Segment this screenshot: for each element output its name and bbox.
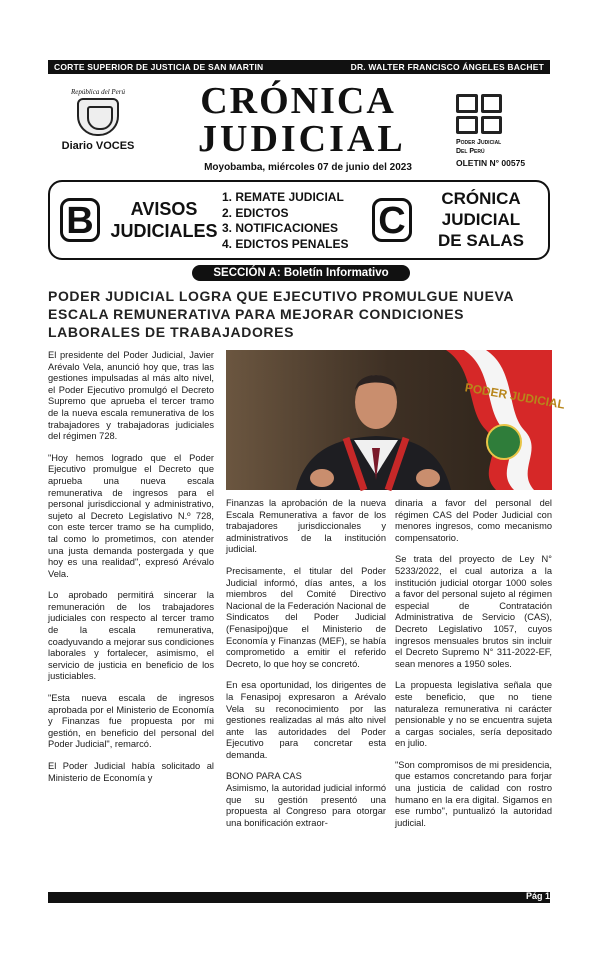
avisos-judiciales-label: AVISOS JUDICIALES bbox=[110, 199, 218, 241]
dateline: Moyobamba, miércoles 07 de junio del 2023 bbox=[204, 162, 412, 173]
letter-b-icon: B bbox=[60, 198, 100, 242]
paragraph: "Esta nueva escala de ingresos aprobada por el Ministerio de Economía y Finanzas fue propuesta por mi gestión, en beneficio del personal del Poder Judicial", remarcó. bbox=[48, 693, 214, 750]
diario-voces-seal bbox=[48, 88, 148, 173]
newspaper-title-line2: JUDICIAL bbox=[198, 118, 406, 160]
director-name: DR. WALTER FRANCISCO ÁNGELES BACHET bbox=[350, 62, 544, 72]
paragraph: Precisamente, el titular del Poder Judicial informó, días antes, a los miembros del Comité Directivo Nacional de la Federación Nacional de Sindicatos del Poder Judicial (Fenasipoj)que el Ministerio de Economía y Finanzas (MEF), se había comprometido a emitir el referido Decreto, lo que hoy se concretó. bbox=[226, 565, 386, 669]
notice-item: 1. REMATE JUDICIAL bbox=[222, 190, 344, 204]
paragraph: El Poder Judicial había solicitado al Ministerio de Economía y bbox=[48, 761, 214, 783]
article-headline: PODER JUDICIAL LOGRA QUE EJECUTIVO PROMULGUE NUEVA ESCALA REMUNERATIVA PARA MEJORAR CONDICIONES LABORALES DE TRABAJADORES bbox=[48, 288, 514, 340]
paragraph: dinaria a favor del personal del régimen CAS del Poder Judicial con menores ingresos, como mecanismo compensatorio. bbox=[395, 498, 552, 543]
paragraph: Lo aprobado permitirá sincerar la remuneración de los trabajadores judiciales con respecto al tercer tramo de la escala remunerativa, coadyuvando a mejorar sus condiciones laborales y fortalecer, asimismo, el servicio de justicia en beneficio de los justiciables. bbox=[48, 590, 214, 682]
masthead bbox=[48, 78, 550, 178]
top-banner bbox=[48, 60, 550, 74]
notice-list bbox=[222, 190, 372, 252]
coat-of-arms-icon bbox=[77, 98, 119, 136]
paragraph: En esa oportunidad, los dirigentes de la Fenasipoj expresaron a Arévalo Vela su reconocimiento por las gestiones realizadas al más alto nivel ante las autoridades del Poder Ejecutivo para concretar esta demanda. bbox=[226, 680, 386, 760]
paragraph: La propuesta legislativa señala que este beneficio, que no tiene naturaleza remunerativa ni carácter pensionable y no se encuentra sujeta a cargas sociales, sería depositado en julio. bbox=[395, 680, 552, 749]
paragraph: El presidente del Poder Judicial, Javier Arévalo Vela, anunció hoy que, tras las gestiones impulsadas al más alto nivel, el Poder Ejecutivo promulgó el Decreto Supremo que aprueba el tercer tramo de la nueva escala remunerativa de los trabajadores y trabajadoras judiciales del régimen 728. bbox=[48, 350, 214, 442]
footer-bar bbox=[48, 892, 550, 903]
flag-text: PODER JUDICIAL bbox=[463, 380, 567, 412]
photo-illustration bbox=[226, 350, 567, 490]
court-name: CORTE SUPERIOR DE JUSTICIA DE SAN MARTIN bbox=[54, 62, 264, 72]
pj-name: Poder Judicial Del Perú bbox=[456, 139, 502, 155]
article-column-1 bbox=[48, 350, 214, 794]
article-photo bbox=[226, 350, 567, 490]
pj-mark-icon bbox=[456, 94, 502, 134]
subheading: BONO PARA CAS bbox=[226, 771, 302, 782]
newspaper-title-line1: CRÓNICA bbox=[200, 80, 396, 122]
notice-item: 2. EDICTOS bbox=[222, 205, 289, 220]
article-column-3 bbox=[395, 498, 552, 839]
poder-judicial-logo bbox=[456, 94, 546, 174]
notice-item: 4. EDICTOS PENALES bbox=[222, 236, 349, 251]
letter-c-icon: C bbox=[372, 198, 412, 242]
article-column-2 bbox=[226, 498, 386, 839]
paragraph: "Son compromisos de mi presidencia, que estamos concretando para forjar una justicia de calidad con rostro humano en la era digital. Sigamos en ese rumbo", puntualizó la autoridad judicial. bbox=[395, 759, 552, 828]
paragraph: Finanzas la aprobación de la nueva Escala Remunerativa a favor de los trabajadores jurisdiccionales y administrativos de la institución judicial. bbox=[226, 498, 386, 555]
paragraph: "Hoy hemos logrado que el Poder Ejecutivo promulgue el Decreto que aprueba una nueva escala remunerativa de ingresos para el personal jurisdiccional y administrativo, sujeto al Decreto Legislativo N.º 728, con este tercer tramo se ha cumplido, tal como lo prometimos, con atender una justa demanda postergada y que hoy es una realidad", expresó Arévalo Vela. bbox=[48, 452, 214, 579]
page-number: Pág 1 bbox=[525, 891, 550, 901]
diario-name: Diario VOCES bbox=[61, 140, 135, 152]
seal-arc-text: República del Perú bbox=[70, 88, 126, 96]
section-label: SECCIÓN A: Boletín Informativo bbox=[192, 265, 410, 281]
sections-box bbox=[48, 180, 550, 260]
bulletin-number: OLETIN N° 00575 bbox=[456, 158, 526, 168]
paragraph: Asimismo, la autoridad judicial informó que su gestión presentó una propuesta al Congreso para otorgar una bonificación extraor- bbox=[226, 783, 386, 828]
cronica-salas-label: CRÓNICA JUDICIAL DE SALAS bbox=[438, 189, 524, 250]
notice-item: 3. NOTIFICACIONES bbox=[222, 221, 339, 235]
paragraph: Se trata del proyecto de Ley N° 5233/2022, el cual autoriza a la institución judicial otorgar 1000 soles a favor del personal sujeto al régimen especial de Contratación Administrativa de Servicio (CAS), Decreto Legislativo 1057, cuyos ingresos mensuales brutos sin incluir el Decreto Supremo N° 311-2022-EF, sean menores a 1950 soles. bbox=[395, 554, 552, 669]
